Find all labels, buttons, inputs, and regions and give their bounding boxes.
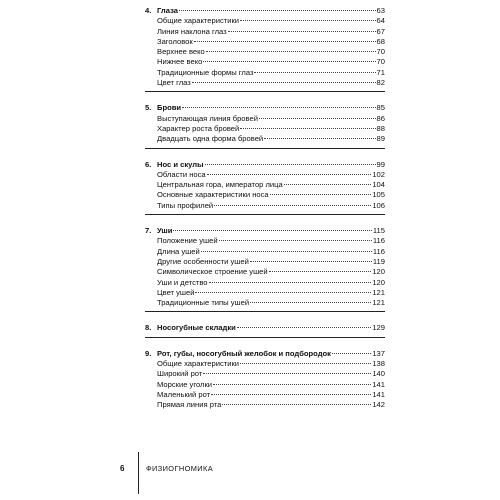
dot-leader [211,394,371,395]
dot-leader [259,118,376,119]
toc-item[interactable] [145,37,385,47]
dot-leader [192,82,376,83]
item-title: Общие характеристики [157,16,240,26]
toc-item[interactable] [145,190,385,200]
dot-leader [332,353,371,354]
chapter-title: Глаза [157,6,178,15]
item-title: Положение ушей [157,236,218,246]
chapter-number: 8. [145,323,152,333]
page-number: 142 [372,400,385,410]
item-title: Центральная гора, император лица [157,180,283,190]
page-number: 104 [372,180,385,190]
page-number: 105 [372,190,385,200]
toc-item[interactable] [145,278,385,288]
toc-item[interactable] [145,201,385,211]
item-title: Прямая линия рта [157,400,222,410]
dot-leader [207,174,372,175]
page-number: 89 [376,134,385,144]
dot-leader [201,251,372,252]
footer-page-number: 6 [120,464,125,473]
dot-leader [270,194,372,195]
toc-item[interactable] [145,68,385,78]
dot-leader [240,20,376,21]
chapter-heading[interactable] [145,160,385,170]
page-number: 68 [376,36,385,46]
toc-chapter-4 [145,6,385,92]
toc-chapter-7 [145,226,385,312]
item-title: Характер роста бровей [157,123,240,133]
chapter-number: 4. [145,6,152,15]
page-number: 106 [372,200,385,210]
item-title: Длина ушей [157,246,200,256]
chapter-number: 6. [145,159,152,169]
chapter-divider [145,337,385,338]
page-number: 120 [372,267,385,277]
item-title: Цвет глаз [157,78,191,88]
dot-leader [237,327,372,328]
dot-leader [203,61,375,62]
item-title: Другие особенности ушей [157,256,249,266]
page-number: 121 [372,298,385,308]
chapter-title: Брови [157,103,182,113]
toc-item[interactable] [145,236,385,246]
item-title: Двадцать одна форма бровей [157,134,264,144]
chapter-divider [145,148,385,149]
page-number: 99 [376,159,385,169]
toc-item[interactable] [145,57,385,67]
page-number: 71 [376,67,385,77]
dot-leader [194,41,376,42]
page-number: 88 [376,123,385,133]
chapter-heading[interactable] [145,6,385,16]
dot-leader [250,261,372,262]
dot-leader [179,10,376,11]
toc-item[interactable] [145,390,385,400]
toc-chapter-6 [145,160,385,215]
chapter-heading[interactable] [145,103,385,113]
item-title: Уши и детство [157,277,208,287]
page-number: 116 [372,246,385,256]
toc-item[interactable] [145,369,385,379]
dot-leader [284,184,372,185]
toc-item[interactable] [145,257,385,267]
dot-leader [269,271,372,272]
chapter-number: 5. [145,103,152,113]
page-number: 70 [376,47,385,57]
item-title: Символическое строение ушей [157,267,268,277]
item-title: Основные характеристики носа [157,190,269,200]
item-title: Линия наклона глаз [157,26,227,36]
page-number: 138 [372,359,385,369]
item-title: Выступающая линия бровей [157,113,258,123]
toc-item[interactable] [145,400,385,410]
page-number: 64 [376,16,385,26]
dot-leader [214,205,371,206]
toc-item[interactable] [145,380,385,390]
dot-leader [205,164,376,165]
toc-item[interactable] [145,78,385,88]
chapter-title: Уши [157,226,173,236]
toc-item[interactable] [145,134,385,144]
item-title: Области носа [157,169,206,179]
chapter-number: 9. [145,348,152,358]
page-number: 85 [376,103,385,113]
page-footer [0,448,500,500]
page-number: 129 [372,323,385,333]
page-number: 141 [372,379,385,389]
item-title: Верхнее веко [157,47,205,57]
page-number: 121 [372,287,385,297]
dot-leader [173,230,371,231]
dot-leader [203,373,371,374]
chapter-divider [145,311,385,312]
dot-leader [182,107,375,108]
toc-item[interactable] [145,359,385,369]
dot-leader [213,384,371,385]
page-number: 115 [372,226,385,236]
item-title: Широкий рот [157,369,203,379]
page-number: 137 [372,348,385,358]
page-number: 116 [372,236,385,246]
page-number: 140 [372,369,385,379]
dot-leader [209,282,372,283]
item-title: Маленький рот [157,389,211,399]
item-title: Заголовок [157,36,193,46]
toc-chapter-5 [145,103,385,148]
item-title: Традиционные типы ушей [157,298,250,308]
item-title: Типы профилей [157,200,214,210]
item-title: Традиционные формы глаз [157,67,254,77]
page-number: 63 [376,6,385,15]
chapter-heading[interactable] [145,226,385,236]
toc-item[interactable] [145,247,385,257]
item-title: Цвет ушей [157,287,195,297]
dot-leader [250,302,371,303]
chapter-number: 7. [145,226,152,236]
page-number: 141 [372,389,385,399]
item-title: Нижнее веко [157,57,203,67]
dot-leader [240,363,371,364]
footer-divider [138,452,139,494]
toc-item[interactable] [145,298,385,308]
item-title: Общие характеристики [157,359,240,369]
chapter-title: Нос и скулы [157,159,204,169]
page-number: 70 [376,57,385,67]
chapter-title: Рот, губы, носогубный желобок и подбородок [157,348,331,358]
dot-leader [195,292,371,293]
page-number: 82 [376,78,385,88]
toc-item[interactable] [145,27,385,37]
dot-leader [264,138,375,139]
chapter-title: Носогубные складки [157,323,236,333]
toc-chapter-9 [145,349,385,411]
item-title: Морские уголки [157,379,213,389]
dot-leader [206,51,376,52]
dot-leader [254,72,375,73]
chapter-divider [145,91,385,92]
toc-item[interactable] [145,180,385,190]
chapter-heading[interactable] [145,323,385,333]
dot-leader [240,128,375,129]
toc-item[interactable] [145,288,385,298]
dot-leader [219,240,372,241]
toc-item[interactable] [145,47,385,57]
toc-item[interactable] [145,16,385,26]
dot-leader [228,31,376,32]
chapter-divider [145,214,385,215]
page-number: 102 [372,169,385,179]
toc-item[interactable] [145,170,385,180]
page-number: 67 [376,26,385,36]
page-number: 119 [372,256,385,266]
footer-book-title: ФИЗИОГНОМИКА [146,464,214,473]
toc-item[interactable] [145,114,385,124]
page-number: 86 [376,113,385,123]
table-of-contents [145,6,385,411]
toc-item[interactable] [145,124,385,134]
dot-leader [222,404,371,405]
chapter-heading[interactable] [145,349,385,359]
toc-chapter-8 [145,323,385,337]
toc-item[interactable] [145,267,385,277]
page-number: 120 [372,277,385,287]
